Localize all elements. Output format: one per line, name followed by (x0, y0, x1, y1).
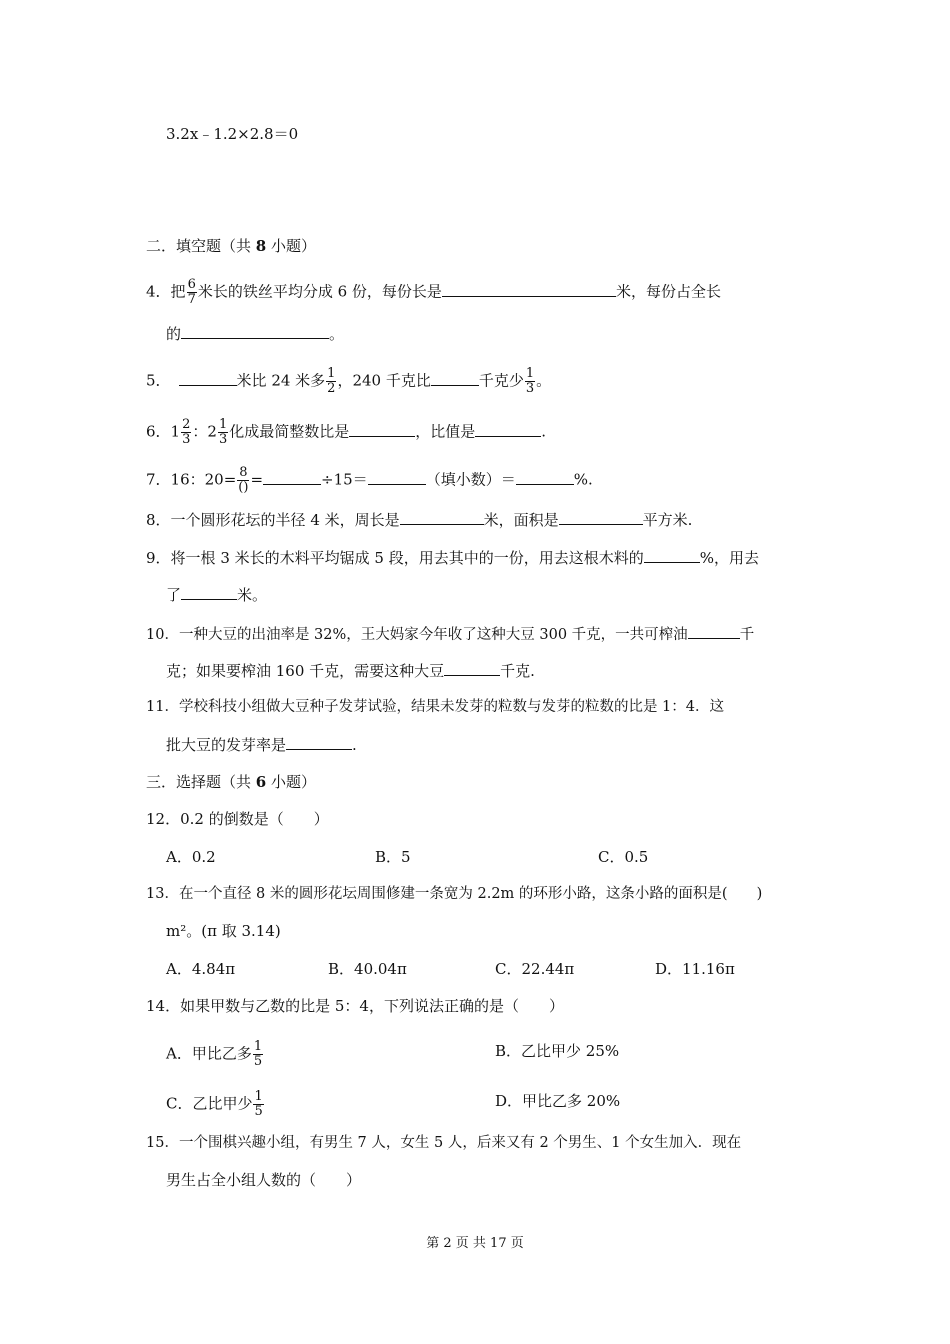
section-2-heading: 二．填空题（共 8 小题） (146, 237, 316, 255)
option-a[interactable]: A．甲比乙多 $\frac{1}{5}$ (166, 1039, 263, 1069)
question-4-cont: 的 。 (166, 325, 345, 343)
answer-blank[interactable] (516, 470, 574, 485)
equation: 3.2x﹣1.2×2.8＝0 (166, 125, 299, 143)
answer-blank[interactable] (431, 371, 479, 386)
answer-blank[interactable] (444, 661, 500, 676)
answer-blank[interactable] (181, 585, 237, 600)
question-15: 15．一个围棋兴趣小组，有男生 7 人，女生 5 人，后来又有 2 个男生、1 个女生加入．现在 (146, 1135, 742, 1151)
option-b[interactable]: B．40.04π (328, 960, 407, 978)
option-c[interactable]: C．0.5 (598, 848, 649, 866)
question-10-cont: 克；如果要榨油 160 千克，需要这种大豆 千克. (166, 662, 535, 680)
question-10: 10．一种大豆的出油率是 32%，王大妈家今年收了这种大豆 300 千克，一共可榨油 千 (146, 624, 754, 645)
option-d[interactable]: D．11.16π (655, 960, 735, 978)
question-9: 9．将一根 3 米长的木料平均锯成 5 段，用去其中的一份，用去这根木料的 %，用去 (146, 549, 759, 567)
question-15-cont: 男生占全小组人数的（ ） (166, 1171, 362, 1189)
answer-blank[interactable] (644, 548, 700, 563)
option-d[interactable]: D．甲比乙多 20% (495, 1092, 621, 1110)
option-b[interactable]: B．5 (375, 848, 411, 866)
question-5: 5． 米比 24 米多 $\frac{1}{2}$ ，240 千克比 千克少 $\frac{1}{3}$ 。 (146, 366, 552, 396)
section-3-heading: 三．选择题（共 6 小题） (146, 773, 316, 791)
question-9-cont: 了 米。 (166, 586, 268, 604)
question-14: 14．如果甲数与乙数的比是 5：4，下列说法正确的是（ ） (146, 997, 564, 1015)
answer-blank[interactable] (368, 470, 426, 485)
question-11-cont: 批大豆的发芽率是 . (166, 736, 357, 754)
question-13-cont: m²。(π 取 3.14) (166, 922, 281, 940)
option-a[interactable]: A．0.2 (166, 848, 216, 866)
question-11: 11．学校科技小组做大豆种子发芽试验，结果未发芽的粒数与发芽的粒数的比是 1：4．这 (146, 699, 725, 715)
answer-blank[interactable] (688, 624, 740, 639)
answer-blank[interactable] (559, 510, 643, 525)
answer-blank[interactable] (475, 422, 541, 437)
question-13: 13．在一个直径 8 米的圆形花坛周围修建一条宽为 2.2m 的环形小路，这条小路的面积是( ) (146, 886, 763, 902)
answer-blank[interactable] (400, 510, 484, 525)
option-c[interactable]: C．22.44π (495, 960, 575, 978)
question-4: 4．把 $\frac{6}{7}$ 米长的铁丝平均分成 6 份，每份长是 米，每份占全长 (146, 277, 721, 307)
option-a[interactable]: A．4.84π (166, 960, 236, 978)
answer-blank[interactable] (286, 735, 352, 750)
answer-blank[interactable] (349, 422, 415, 437)
answer-blank[interactable] (179, 371, 237, 386)
fraction: $\frac{6}{7}$ (187, 277, 196, 307)
option-c[interactable]: C．乙比甲少 $\frac{1}{5}$ (166, 1089, 263, 1119)
question-6: 6．1 $\frac{2}{3}$ ：2 $\frac{1}{3}$ 化成最简整数比是 ，比值是 . (146, 417, 547, 447)
question-8: 8．一个圆形花坛的半径 4 米，周长是 米，面积是 平方米. (146, 511, 693, 529)
answer-blank[interactable] (442, 282, 616, 297)
question-12: 12．0.2 的倒数是（ ） (146, 810, 329, 828)
page-footer: 第 2 页 共 17 页 (426, 1236, 524, 1251)
answer-blank[interactable] (263, 470, 321, 485)
answer-blank[interactable] (181, 324, 329, 339)
option-b[interactable]: B．乙比甲少 25% (495, 1042, 620, 1060)
question-7: 7．16：20= $\frac{8}{()}$ = ÷15＝ （填小数）＝ %. (146, 465, 593, 495)
